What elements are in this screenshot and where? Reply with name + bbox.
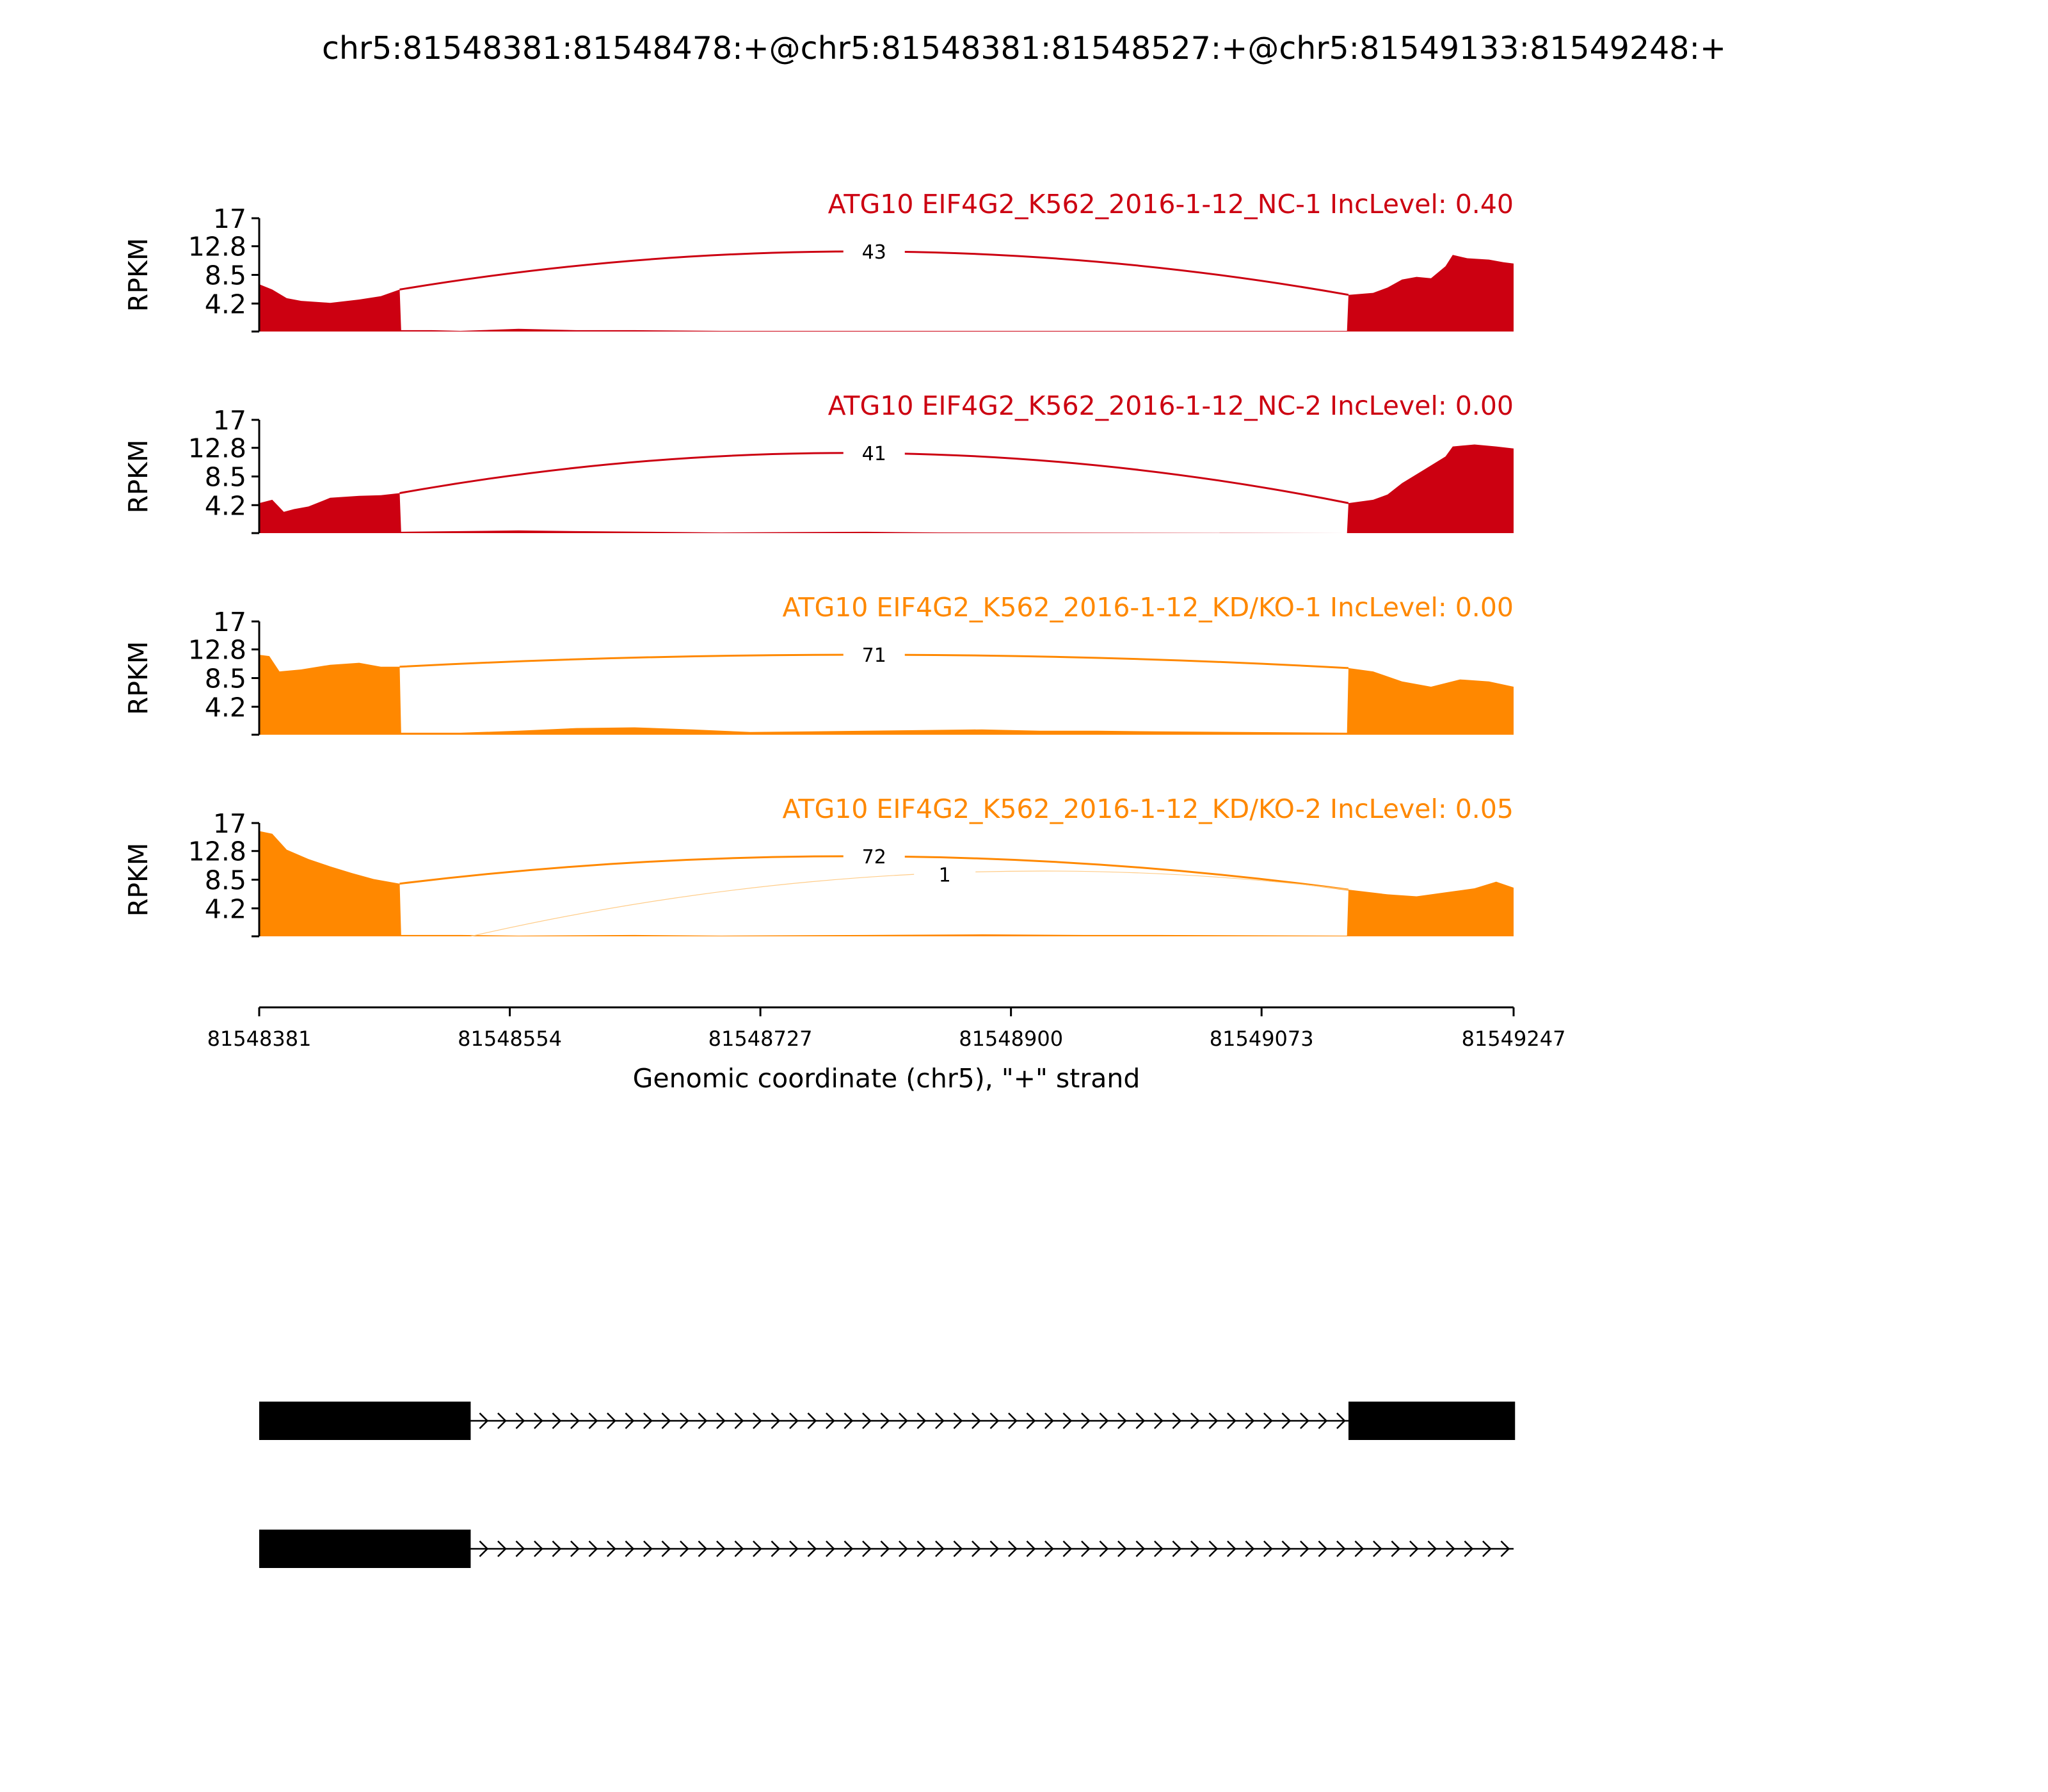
y-tick-label: 12.8 <box>188 231 246 262</box>
coverage-area <box>259 255 1514 332</box>
junction-count: 71 <box>861 644 886 667</box>
genomic-x-axis <box>207 1007 1566 1094</box>
y-axis-label: RPKM <box>123 439 154 514</box>
y-tick-label: 17 <box>212 405 246 436</box>
junction-count: 1 <box>938 864 951 887</box>
track-label: ATG10 EIF4G2_K562_2016-1-12_NC-1 IncLevel: 0.40 <box>828 189 1514 220</box>
y-tick-label: 8.5 <box>204 865 246 896</box>
y-tick-label: 17 <box>212 808 246 839</box>
x-tick-label: 81548727 <box>708 1027 813 1051</box>
y-tick-label: 4.2 <box>204 490 246 522</box>
y-axis-label: RPKM <box>123 641 154 716</box>
track-label: ATG10 EIF4G2_K562_2016-1-12_KD/KO-1 IncLevel: 0.00 <box>782 592 1514 623</box>
x-tick-label: 81549247 <box>1461 1027 1566 1051</box>
junction-count: 41 <box>861 443 886 465</box>
junction-count: 43 <box>861 241 886 264</box>
exon-block <box>1348 1402 1515 1440</box>
transcript-2 <box>259 1530 1514 1568</box>
y-tick-label: 12.8 <box>188 634 246 666</box>
y-tick-label: 8.5 <box>204 260 246 291</box>
x-tick-label: 81549073 <box>1209 1027 1314 1051</box>
x-axis-label: Genomic coordinate (chr5), "+" strand <box>632 1063 1140 1094</box>
junction-count: 72 <box>861 846 886 868</box>
transcript-models <box>259 1402 1515 1568</box>
y-tick-label: 4.2 <box>204 289 246 320</box>
exon-block <box>259 1402 470 1440</box>
y-tick-label: 4.2 <box>204 893 246 925</box>
x-tick-label: 81548900 <box>959 1027 1064 1051</box>
track-label: ATG10 EIF4G2_K562_2016-1-12_NC-2 IncLevel: 0.00 <box>828 390 1514 421</box>
transcript-1 <box>259 1402 1515 1440</box>
x-tick-label: 81548554 <box>458 1027 562 1051</box>
track-2 <box>123 390 1514 533</box>
y-tick-label: 8.5 <box>204 461 246 493</box>
y-axis-label: RPKM <box>123 842 154 917</box>
track-label: ATG10 EIF4G2_K562_2016-1-12_KD/KO-2 IncLevel: 0.05 <box>782 794 1514 824</box>
figure-title: chr5:81548381:81548478:+@chr5:81548381:81548527:+@chr5:81549133:81549248:+ <box>321 30 1727 67</box>
junction-arc <box>470 871 1348 936</box>
y-axis-label: RPKM <box>123 237 154 312</box>
y-tick-label: 12.8 <box>188 433 246 464</box>
y-tick-label: 8.5 <box>204 663 246 694</box>
exon-block <box>259 1530 470 1568</box>
coverage-tracks <box>123 189 1514 936</box>
y-tick-label: 4.2 <box>204 692 246 723</box>
track-4 <box>123 794 1514 936</box>
x-tick-label: 81548381 <box>207 1027 312 1051</box>
track-1 <box>123 189 1514 332</box>
y-tick-label: 17 <box>212 607 246 637</box>
y-tick-label: 12.8 <box>188 836 246 867</box>
track-3 <box>123 592 1514 735</box>
y-tick-label: 17 <box>212 204 246 234</box>
